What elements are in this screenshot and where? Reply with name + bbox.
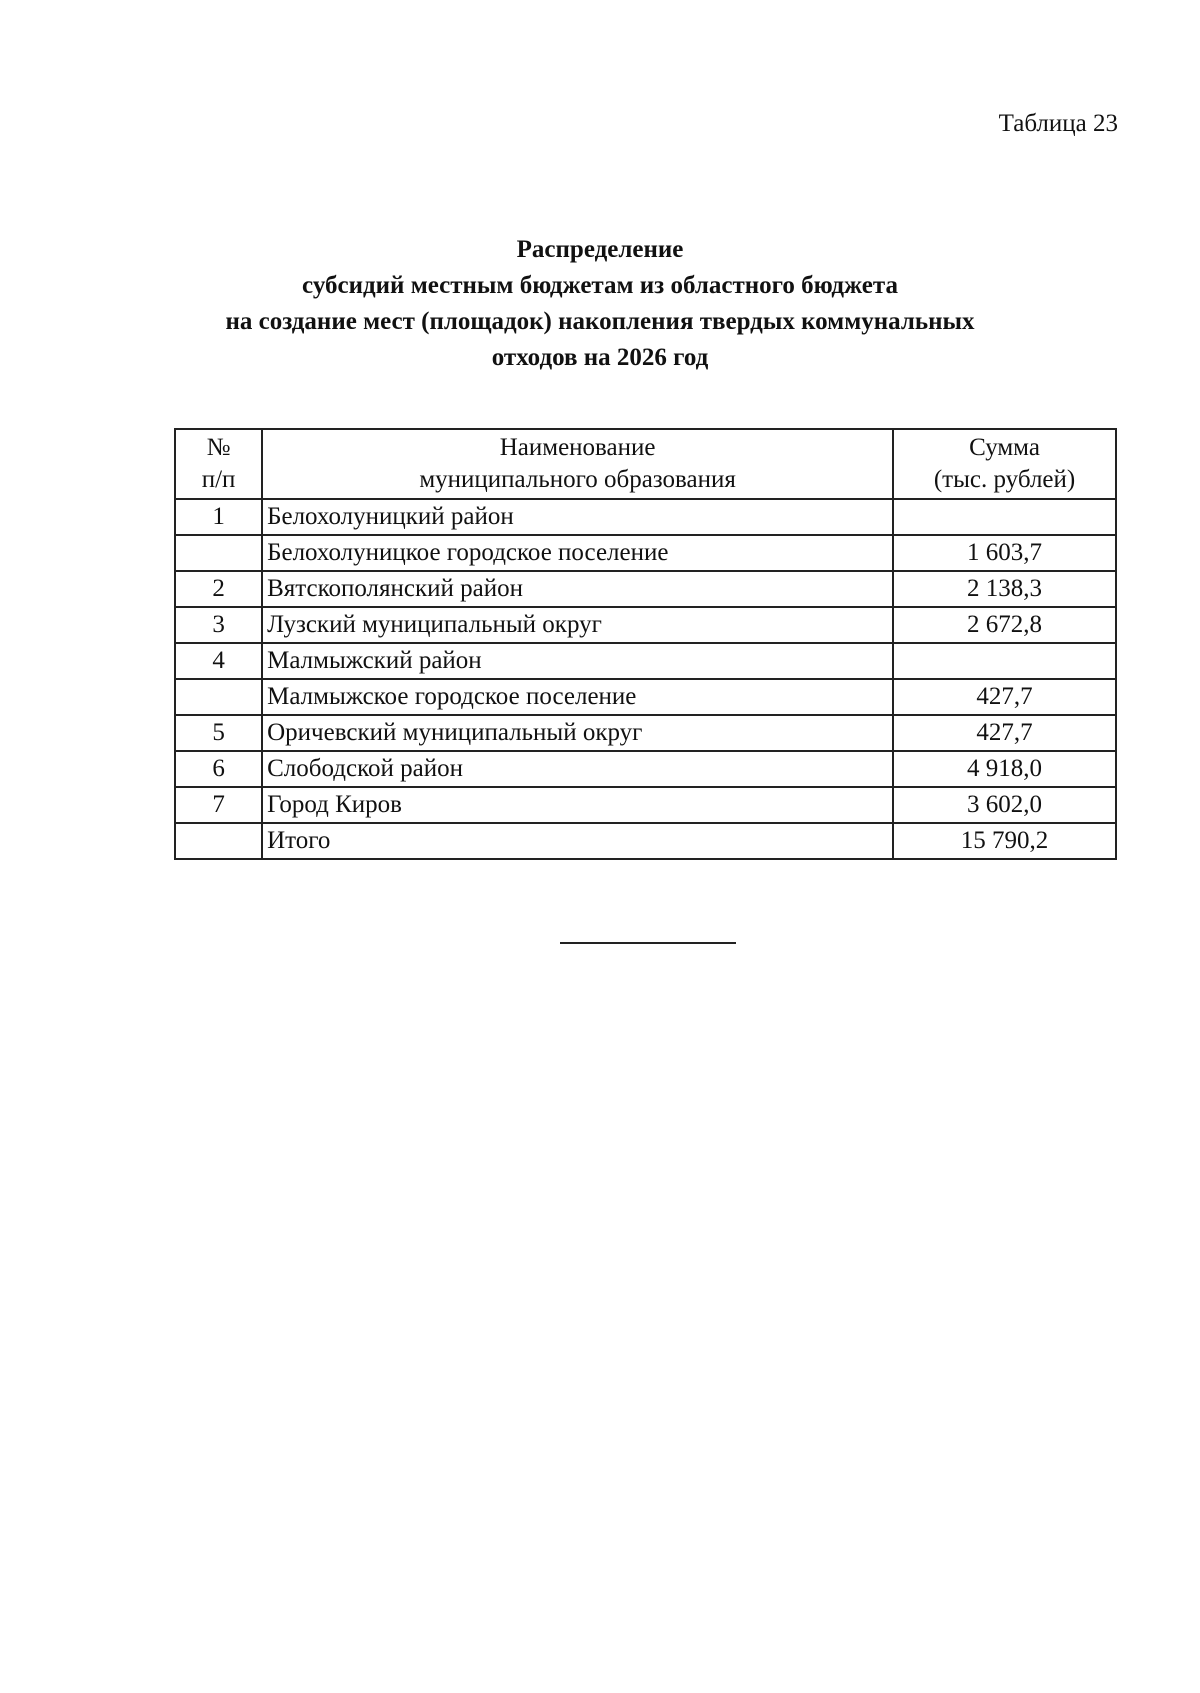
- row-sum: [893, 499, 1116, 535]
- row-number: 4: [175, 643, 262, 679]
- row-sum: 3 602,0: [893, 787, 1116, 823]
- header-sum-line1: Сумма: [969, 434, 1040, 461]
- header-name-line2: муниципального образования: [419, 466, 736, 493]
- row-name: Лузский муниципальный округ: [262, 607, 893, 643]
- row-name: Малмыжское городское поселение: [262, 679, 893, 715]
- row-number: 7: [175, 787, 262, 823]
- table-row: [175, 499, 1116, 535]
- header-number-line2: п/п: [201, 466, 236, 493]
- title-line: Распределение: [516, 236, 684, 263]
- header-sum: [893, 429, 1116, 499]
- row-sum: [893, 643, 1116, 679]
- table-header-row: [175, 429, 1116, 499]
- row-name: Белохолуницкое городское поселение: [262, 535, 893, 571]
- row-name: Слободской район: [262, 751, 893, 787]
- row-number: [175, 823, 262, 859]
- row-sum: 427,7: [893, 715, 1116, 751]
- row-sum: 2 138,3: [893, 571, 1116, 607]
- title-line: отходов на 2026 год: [491, 344, 709, 371]
- header-name: [262, 429, 893, 499]
- row-number: 2: [175, 571, 262, 607]
- row-name: Вятскополянский район: [262, 571, 893, 607]
- header-sum-line2: (тыс. рублей): [933, 466, 1076, 493]
- row-number: 6: [175, 751, 262, 787]
- table-row: [175, 751, 1116, 787]
- row-number: [175, 679, 262, 715]
- document-title: [0, 232, 1200, 376]
- table-row: [175, 787, 1116, 823]
- row-number: 1: [175, 499, 262, 535]
- table-row: [175, 679, 1116, 715]
- table-row: [175, 643, 1116, 679]
- row-sum: 15 790,2: [893, 823, 1116, 859]
- row-number: 3: [175, 607, 262, 643]
- row-name: Итого: [262, 823, 893, 859]
- row-name: Малмыжский район: [262, 643, 893, 679]
- title-line: на создание мест (площадок) накопления твердых коммунальных: [225, 308, 975, 335]
- table-row: [175, 607, 1116, 643]
- table-number-label: Таблица 23: [998, 110, 1118, 137]
- row-name: Оричевский муниципальный округ: [262, 715, 893, 751]
- table-row: [175, 571, 1116, 607]
- distribution-table: [174, 428, 1117, 860]
- row-name: Город Киров: [262, 787, 893, 823]
- row-number: [175, 535, 262, 571]
- closing-divider: [560, 942, 736, 944]
- row-sum: 2 672,8: [893, 607, 1116, 643]
- table-total-row: [175, 823, 1116, 859]
- row-sum: 427,7: [893, 679, 1116, 715]
- header-number: [175, 429, 262, 499]
- table-row: [175, 535, 1116, 571]
- header-name-line1: Наименование: [499, 434, 656, 461]
- table-row: [175, 715, 1116, 751]
- title-line: субсидий местным бюджетам из областного бюджета: [302, 272, 898, 299]
- row-sum: 4 918,0: [893, 751, 1116, 787]
- row-name: Белохолуницкий район: [262, 499, 893, 535]
- header-number-line1: №: [206, 434, 231, 461]
- row-number: 5: [175, 715, 262, 751]
- row-sum: 1 603,7: [893, 535, 1116, 571]
